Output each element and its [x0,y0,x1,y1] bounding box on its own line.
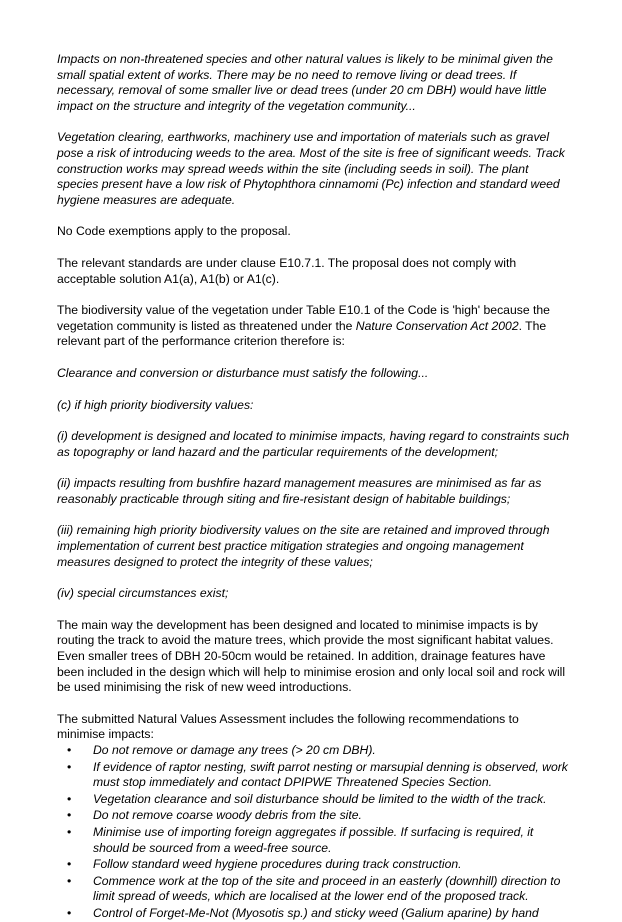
list-item-text: Do not remove or damage any trees (> 20 cm DBH). [93,743,376,757]
list-item [57,857,570,873]
list-item-text: Vegetation clearance and soil disturbance should be limited to the width of the track. [93,791,547,806]
bullet-icon: • [67,824,72,839]
paragraph-criterion-iv: (iv) special circumstances exist; [57,586,229,601]
biodiversity-text-end: . The relevant part of the performance criterion therefore is: [57,318,547,349]
list-item-text: Minimise use of importing foreign aggregates if possible. If surfacing is required, it should be sourced from a weed-free source. [93,824,534,855]
bullet-icon: • [67,857,72,872]
list-item-text: Control of Forget-Me-Not (Myosotis sp.) and sticky weed (Galium aparine) by hand [93,905,539,920]
paragraph-criterion-ii: (ii) impacts resulting from bushfire hazard management measures are minimised as far as reasonably practicable through siting and fire-resistant design of habitable buildings; [57,476,542,506]
paragraph-criterion-iii: (iii) remaining high priority biodiversity values on the site are retained and improved through implementation of current best practice mitigation strategies and ongoing management measures designed to protect the integrity of these values; [57,523,550,569]
paragraph-relevant-standards: The relevant standards are under clause E10.7.1. The proposal does not comply with acceptable solution A1(a), A1(b) or A1(c). [57,255,517,286]
list-item [57,808,570,824]
list-item-text: Commence work at the top of the site and proceed in an easterly (downhill) direction to limit spread of weeds, which are localised at the lower end of the proposed track. [93,873,561,904]
list-item [57,825,570,856]
list-item [57,792,570,808]
list-item-text: Do not remove coarse woody debris from the site. [93,808,362,823]
paragraph-weed-risk: Vegetation clearing, earthworks, machinery use and importation of materials such as gravel pose a risk of introducing weeds to the area. Most of the site is free of significant weeds. Track construction works may spread weeds within the site (including seeds in soil). The plant species present have a low risk of Phytophthora cinnamomi (Pc) infection and standard weed hygiene measures are adequate. [57,130,565,207]
paragraph-biodiversity-value [57,303,570,350]
paragraph-code-exemptions: No Code exemptions apply to the proposal. [57,224,291,239]
paragraph-clearance-criterion: Clearance and conversion or disturbance must satisfy the following... [57,365,429,380]
list-item-text: If evidence of raptor nesting, swift parrot nesting or marsupial denning is observed, work must stop immediately and contact DPIPWE Threatened Species Section. [93,759,568,790]
bullet-icon: • [67,808,72,823]
biodiversity-text-start: The biodiversity value of the vegetation under Table E10.1 of the Code is 'high' because the vegetation community is listed as threatened under the [57,303,550,333]
bullet-icon: • [67,743,72,757]
bullet-icon: • [67,759,72,774]
list-item [57,906,570,922]
bullet-icon: • [67,791,72,806]
paragraph-main-way: The main way the development has been designed and located to minimise impacts is by routing the track to avoid the mature trees, which provide the most significant habitat values. Even smaller trees of DBH 20-50cm would be retained. In addition, drainage features have been included in the design which will help to minimise erosion and only local soil and rock will be used minimising the risk of new weed introductions. [57,617,566,695]
paragraph-recommendations-intro: The submitted Natural Values Assessment includes the following recommendations to minimise impacts: [57,711,519,742]
paragraph-criterion-i: (i) development is designed and located to minimise impacts, having regard to constraints such as topography or land hazard and the particular requirements of the development; [57,429,570,459]
list-item [57,743,570,759]
bullet-icon: • [67,873,72,888]
list-item-text: Follow standard weed hygiene procedures during track construction. [93,857,462,872]
recommendations-list [57,743,570,922]
bullet-icon: • [67,905,72,920]
paragraph-impacts-non-threatened: Impacts on non-threatened species and other natural values is likely to be minimal given the small spatial extent of works. There may be no need to remove living or dead trees. If necessary, removal of some smaller live or dead trees (under 20 cm DBH) would have little impact on the structure and integrity of the vegetation community... [57,52,553,113]
paragraph-criterion-c: (c) if high priority biodiversity values: [57,397,254,412]
act-name: Nature Conservation Act 2002 [355,318,519,333]
list-item [57,760,570,791]
list-item [57,874,570,905]
